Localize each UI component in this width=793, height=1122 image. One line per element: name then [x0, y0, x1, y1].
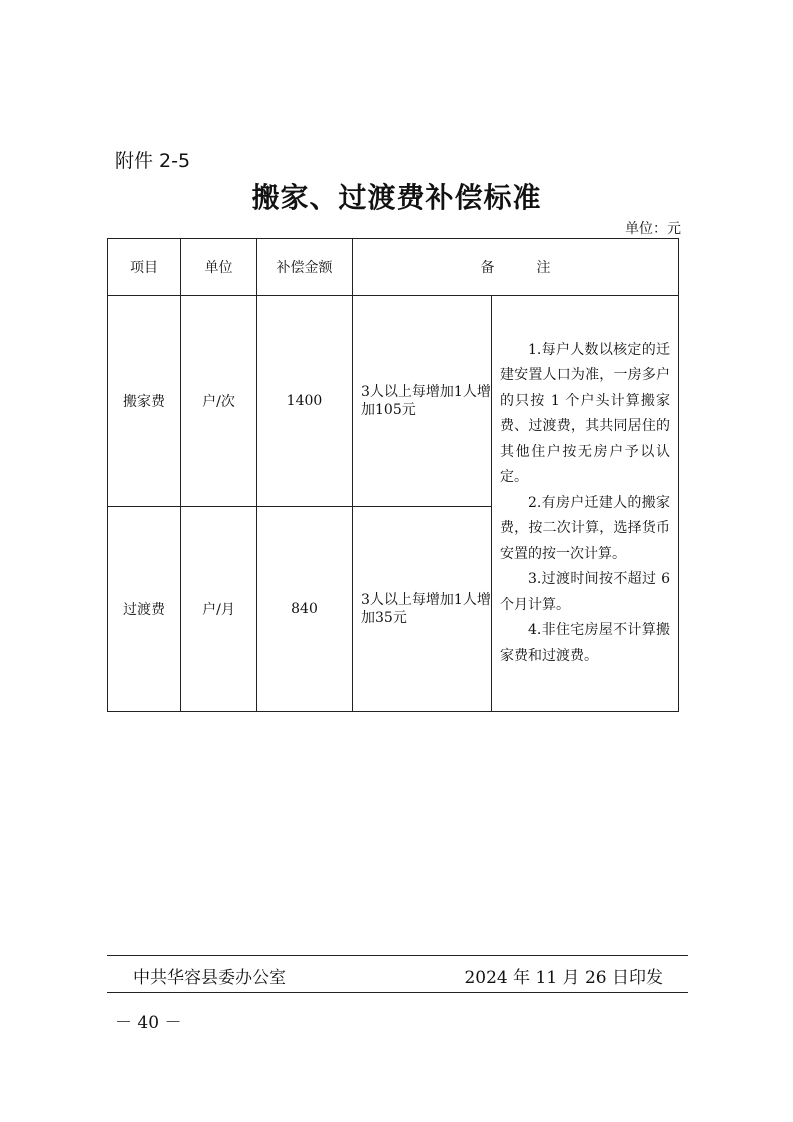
note-2: 2.有房户迁建人的搬家费，按二次计算，选择货币安置的按一次计算。 [500, 494, 670, 562]
document-title: 搬家、过渡费补偿标准 [251, 181, 542, 214]
attachment-label: 附件 2-5 [115, 150, 191, 172]
note-1: 1.每户人数以核定的迁建安置人口为准，一房多户的只按 1 个户头计算搬家费、过渡费，其共同居住的其他住户按无房户予以认定。 [500, 341, 670, 486]
header-amount: 补偿金额 [257, 239, 353, 296]
row-amount: 1400 [257, 296, 353, 507]
footer-issuer: 中共华容县委办公室 [133, 968, 286, 988]
row-unit: 户/次 [181, 296, 257, 507]
footer-divider-top [107, 955, 688, 956]
row-extra: 3人以上每增加1人增加35元 [353, 507, 492, 712]
note-3: 3.过渡时间按不超过 6 个月计算。 [500, 571, 670, 613]
footer-date: 2024 年 11 月 26 日印发 [464, 968, 663, 988]
row-amount: 840 [257, 507, 353, 712]
notes-cell [492, 296, 679, 712]
row-extra: 3人以上每增加1人增加105元 [353, 296, 492, 507]
footer-divider-bottom [107, 992, 688, 993]
note-4: 4.非住宅房屋不计算搬家费和过渡费。 [500, 622, 670, 664]
table-header-row [108, 239, 679, 296]
header-notes: 备 注 [353, 239, 679, 296]
table-row [108, 296, 679, 507]
row-item: 搬家费 [108, 296, 181, 507]
row-unit: 户/月 [181, 507, 257, 712]
header-unit: 单位 [181, 239, 257, 296]
header-item: 项目 [108, 239, 181, 296]
page-number: － 40 － [115, 1013, 182, 1033]
row-item: 过渡费 [108, 507, 181, 712]
unit-label: 单位：元 [625, 221, 681, 237]
compensation-table [107, 238, 679, 712]
